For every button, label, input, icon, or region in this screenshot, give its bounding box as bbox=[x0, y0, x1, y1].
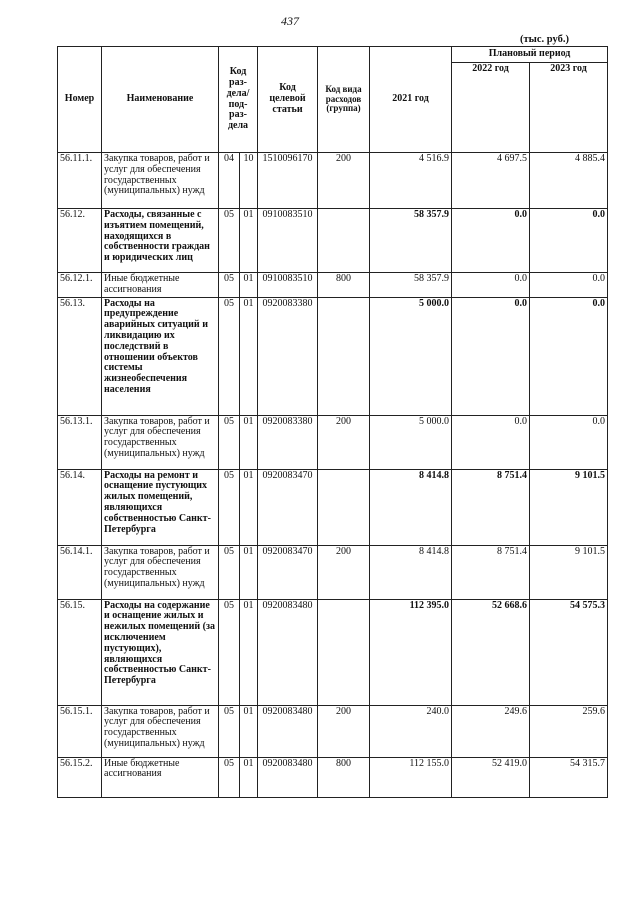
row-value-2022: 0.0 bbox=[452, 415, 530, 469]
row-value-2023: 0.0 bbox=[530, 209, 608, 273]
row-target-code: 1510096170 bbox=[258, 153, 318, 209]
row-value-2023: 259.6 bbox=[530, 705, 608, 757]
table-row bbox=[58, 153, 608, 209]
row-value-2022: 8 751.4 bbox=[452, 469, 530, 545]
budget-table bbox=[57, 46, 608, 798]
row-number: 56.12.1. bbox=[58, 273, 102, 298]
row-name: Закупка товаров, работ и услуг для обеспечения государственных (муниципальных) нужд bbox=[102, 415, 219, 469]
header-2021: 2021 год bbox=[370, 47, 452, 153]
row-expense-code: 200 bbox=[318, 705, 370, 757]
table-row bbox=[58, 297, 608, 415]
row-value-2023: 4 885.4 bbox=[530, 153, 608, 209]
header-2022: 2022 год bbox=[452, 63, 530, 153]
row-name: Расходы на содержание и оснащение жилых и нежилых помещений (за исключением пустующих), являющихся собственностью Санкт-Петербурга bbox=[102, 599, 219, 705]
row-expense-code bbox=[318, 599, 370, 705]
row-target-code: 0910083510 bbox=[258, 209, 318, 273]
row-section: 05 bbox=[219, 545, 240, 599]
row-number: 56.15.2. bbox=[58, 757, 102, 797]
row-value-2021: 240.0 bbox=[370, 705, 452, 757]
row-number: 56.15.1. bbox=[58, 705, 102, 757]
row-value-2022: 0.0 bbox=[452, 297, 530, 415]
row-number: 56.14.1. bbox=[58, 545, 102, 599]
row-value-2021: 58 357.9 bbox=[370, 209, 452, 273]
row-subsection: 01 bbox=[240, 415, 258, 469]
row-value-2023: 0.0 bbox=[530, 297, 608, 415]
header-expense-type: Код вида расходов (группа) bbox=[318, 47, 370, 153]
row-target-code: 0920083480 bbox=[258, 599, 318, 705]
row-value-2022: 8 751.4 bbox=[452, 545, 530, 599]
page-number: 437 bbox=[281, 14, 299, 28]
header-2023: 2023 год bbox=[530, 63, 608, 153]
row-value-2022: 52 419.0 bbox=[452, 757, 530, 797]
row-subsection: 01 bbox=[240, 469, 258, 545]
row-value-2023: 9 101.5 bbox=[530, 469, 608, 545]
row-name: Расходы, связанные с изъятием помещений, находящихся в собственности граждан и юридических лиц bbox=[102, 209, 219, 273]
row-expense-code: 800 bbox=[318, 757, 370, 797]
row-value-2022: 52 668.6 bbox=[452, 599, 530, 705]
row-target-code: 0920083380 bbox=[258, 297, 318, 415]
row-subsection: 01 bbox=[240, 273, 258, 298]
row-name: Расходы на предупреждение аварийных ситуаций и ликвидацию их последствий в отношении объектов системы жизнеобеспечения населения bbox=[102, 297, 219, 415]
row-target-code: 0920083470 bbox=[258, 469, 318, 545]
row-value-2023: 9 101.5 bbox=[530, 545, 608, 599]
row-number: 56.14. bbox=[58, 469, 102, 545]
row-value-2021: 112 155.0 bbox=[370, 757, 452, 797]
row-target-code: 0920083380 bbox=[258, 415, 318, 469]
row-value-2021: 8 414.8 bbox=[370, 469, 452, 545]
row-subsection: 01 bbox=[240, 599, 258, 705]
units-label: (тыс. руб.) bbox=[520, 34, 569, 45]
row-subsection: 01 bbox=[240, 757, 258, 797]
row-subsection: 01 bbox=[240, 705, 258, 757]
row-expense-code bbox=[318, 297, 370, 415]
row-name: Закупка товаров, работ и услуг для обеспечения государственных (муниципальных) нужд bbox=[102, 545, 219, 599]
row-section: 05 bbox=[219, 757, 240, 797]
row-value-2022: 0.0 bbox=[452, 209, 530, 273]
row-expense-code bbox=[318, 469, 370, 545]
header-name: Наименование bbox=[102, 47, 219, 153]
row-expense-code bbox=[318, 209, 370, 273]
row-name: Закупка товаров, работ и услуг для обеспечения государственных (муниципальных) нужд bbox=[102, 705, 219, 757]
header-number: Номер bbox=[58, 47, 102, 153]
row-name: Иные бюджетные ассигнования bbox=[102, 757, 219, 797]
row-value-2021: 5 000.0 bbox=[370, 297, 452, 415]
row-section: 05 bbox=[219, 297, 240, 415]
row-number: 56.15. bbox=[58, 599, 102, 705]
row-value-2021: 112 395.0 bbox=[370, 599, 452, 705]
table-row bbox=[58, 273, 608, 298]
row-target-code: 0920083480 bbox=[258, 705, 318, 757]
row-section: 05 bbox=[219, 469, 240, 545]
header-target: Код целевой статьи bbox=[258, 47, 318, 153]
row-number: 56.12. bbox=[58, 209, 102, 273]
row-expense-code: 800 bbox=[318, 273, 370, 298]
row-number: 56.13.1. bbox=[58, 415, 102, 469]
header-section: Код раз-дела/ под-раз-дела bbox=[219, 47, 258, 153]
row-value-2023: 0.0 bbox=[530, 273, 608, 298]
row-subsection: 01 bbox=[240, 545, 258, 599]
header-planned-period: Плановый период bbox=[452, 47, 608, 63]
row-value-2021: 58 357.9 bbox=[370, 273, 452, 298]
row-value-2023: 54 575.3 bbox=[530, 599, 608, 705]
row-subsection: 01 bbox=[240, 297, 258, 415]
row-subsection: 01 bbox=[240, 209, 258, 273]
table-row bbox=[58, 599, 608, 705]
row-section: 05 bbox=[219, 599, 240, 705]
row-subsection: 10 bbox=[240, 153, 258, 209]
row-expense-code: 200 bbox=[318, 153, 370, 209]
row-value-2022: 0.0 bbox=[452, 273, 530, 298]
row-name: Расходы на ремонт и оснащение пустующих жилых помещений, являющихся собственностью Санкт-Петербурга bbox=[102, 469, 219, 545]
table-row bbox=[58, 545, 608, 599]
row-value-2021: 8 414.8 bbox=[370, 545, 452, 599]
row-expense-code: 200 bbox=[318, 415, 370, 469]
table-row bbox=[58, 415, 608, 469]
row-section: 05 bbox=[219, 705, 240, 757]
row-number: 56.13. bbox=[58, 297, 102, 415]
row-section: 05 bbox=[219, 209, 240, 273]
table-row bbox=[58, 209, 608, 273]
row-target-code: 0920083470 bbox=[258, 545, 318, 599]
row-target-code: 0910083510 bbox=[258, 273, 318, 298]
row-name: Закупка товаров, работ и услуг для обеспечения государственных (муниципальных) нужд bbox=[102, 153, 219, 209]
row-number: 56.11.1. bbox=[58, 153, 102, 209]
row-value-2021: 4 516.9 bbox=[370, 153, 452, 209]
row-section: 05 bbox=[219, 415, 240, 469]
row-value-2022: 249.6 bbox=[452, 705, 530, 757]
table-row bbox=[58, 757, 608, 797]
row-name: Иные бюджетные ассигнования bbox=[102, 273, 219, 298]
row-value-2023: 0.0 bbox=[530, 415, 608, 469]
row-target-code: 0920083480 bbox=[258, 757, 318, 797]
row-value-2022: 4 697.5 bbox=[452, 153, 530, 209]
table-row bbox=[58, 469, 608, 545]
row-section: 04 bbox=[219, 153, 240, 209]
table-row bbox=[58, 705, 608, 757]
row-expense-code: 200 bbox=[318, 545, 370, 599]
row-section: 05 bbox=[219, 273, 240, 298]
row-value-2021: 5 000.0 bbox=[370, 415, 452, 469]
row-value-2023: 54 315.7 bbox=[530, 757, 608, 797]
